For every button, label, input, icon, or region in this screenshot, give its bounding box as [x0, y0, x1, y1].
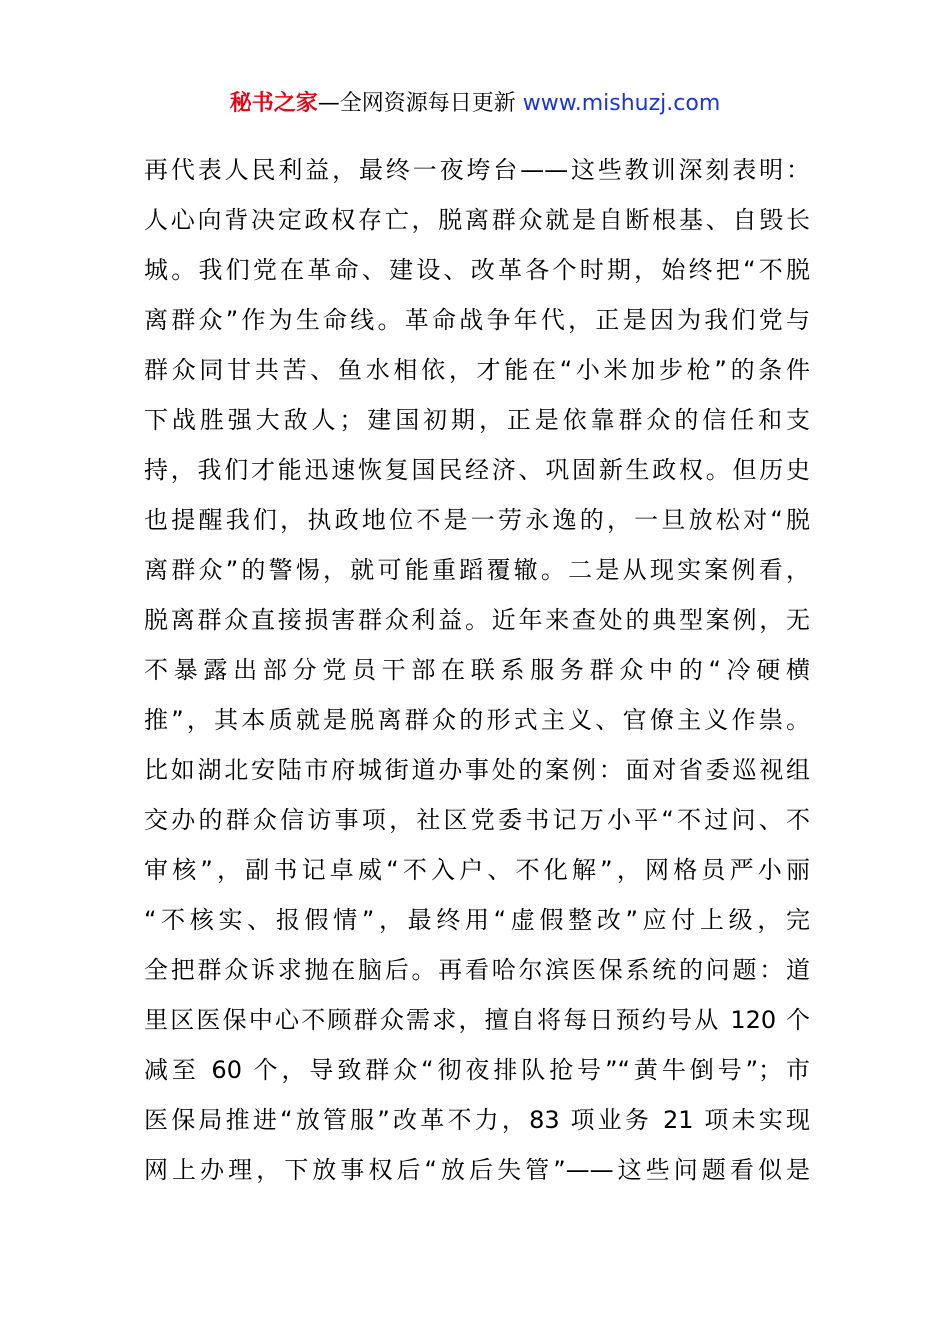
- page-header: [0, 88, 950, 120]
- text-line: 离群众”的警惕，就可能重蹈覆辙。二是从现实案例看，: [144, 556, 810, 584]
- text-line: 人心向背决定政权存亡，脱离群众就是自断根基、自毁长: [144, 206, 810, 234]
- brand-name: 秘书之家: [229, 91, 318, 116]
- text-line: 持，我们才能迅速恢复国民经济、巩固新生政权。但历史: [144, 456, 810, 484]
- text-line: 全把群众诉求抛在脑后。再看哈尔滨医保系统的问题：道: [144, 956, 810, 984]
- text-line: 也提醒我们，执政地位不是一劳永逸的，一旦放松对“脱: [144, 506, 810, 534]
- text-line: “不核实、报假情”，最终用“虚假整改”应付上级，完: [144, 906, 810, 934]
- text-line: 审核”，副书记卓威“不入户、不化解”，网格员严小丽: [144, 856, 810, 884]
- text-line: 离群众”作为生命线。革命战争年代，正是因为我们党与: [144, 306, 810, 334]
- text-line: 网上办理，下放事权后“放后失管”——这些问题看似是: [144, 1156, 810, 1184]
- text-line: 群众同甘共苦、鱼水相依，才能在“小米加步枪”的条件: [144, 356, 810, 384]
- document-body: [144, 145, 810, 1195]
- text-line: 里区医保中心不顾群众需求，擅自将每日预约号从 120 个: [144, 1006, 810, 1034]
- text-line: 推”，其本质就是脱离群众的形式主义、官僚主义作祟。: [144, 706, 810, 734]
- text-line: 城。我们党在革命、建设、改革各个时期，始终把“不脱: [144, 256, 810, 284]
- text-line: 交办的群众信访事项，社区党委书记万小平“不过问、不: [144, 806, 810, 834]
- text-line: 比如湖北安陆市府城街道办事处的案例：面对省委巡视组: [144, 756, 810, 784]
- header-tagline: —全网资源每日更新: [317, 91, 523, 116]
- text-line: 再代表人民利益，最终一夜垮台——这些教训深刻表明：: [144, 156, 810, 184]
- text-line: 不暴露出部分党员干部在联系服务群众中的“冷硬横: [144, 656, 810, 684]
- text-line: 下战胜强大敌人；建国初期，正是依靠群众的信任和支: [144, 406, 810, 434]
- text-line: 脱离群众直接损害群众利益。近年来查处的典型案例，无: [144, 606, 810, 634]
- text-line: 减至 60 个，导致群众“彻夜排队抢号”“黄牛倒号”；市: [144, 1056, 810, 1084]
- text-line: 医保局推进“放管服”改革不力，83 项业务 21 项未实现: [144, 1106, 810, 1134]
- site-url-link[interactable]: www.mishuzj.com: [522, 91, 721, 116]
